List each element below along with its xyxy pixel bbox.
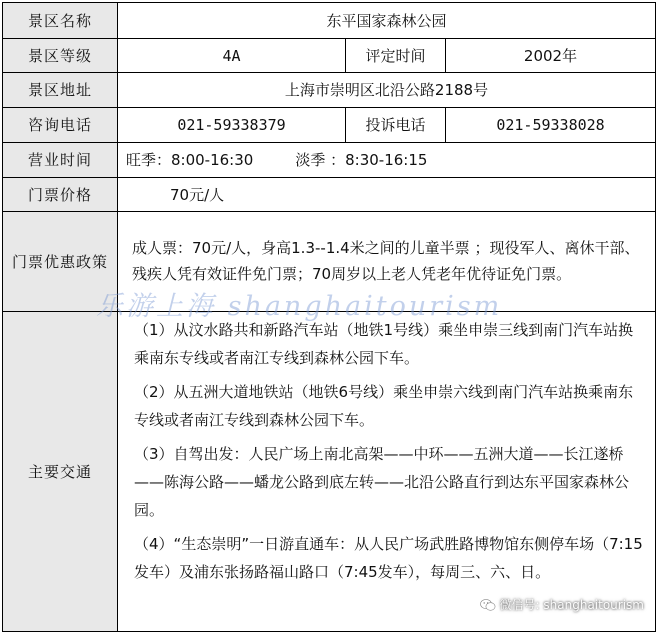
transport-item-4: （4）“生态崇明”一日游直通车：从人民广场武胜路博物馆东侧停车场（7:15发车）及浦东张扬路福山路口（7:45发车），每周三、六、日。 [134, 535, 643, 581]
row-hours [3, 143, 656, 178]
row-ticket [3, 178, 656, 212]
value-level: 4A [118, 39, 346, 73]
wechat-badge [480, 596, 644, 613]
hours-off-peak: 淡季 ：8:30-16:15 [295, 151, 428, 169]
row-name [3, 3, 656, 39]
transport-item-1: （1）从汶水路共和新路汽车站（地铁1号线）乘坐申崇三线到南门汽车站换乘南东专线或者南江专线到森林公园下车。 [134, 321, 634, 367]
wechat-id: 微信号: shanghaitourism [499, 598, 644, 612]
label-address: 景区地址 [3, 73, 118, 108]
label-transport: 主要交通 [3, 312, 118, 632]
value-policy [118, 212, 656, 312]
value-phone: 021-59338379 [118, 108, 346, 143]
value-transport [118, 312, 656, 632]
row-policy [3, 212, 656, 312]
value-complaint: 021-59338028 [446, 108, 656, 143]
label-hours: 营业时间 [3, 143, 118, 178]
row-level [3, 39, 656, 73]
value-name: 东平国家森林公园 [118, 3, 656, 39]
transport-item-3: （3）自驾出发：人民广场上南北高架——中环——五洲大道——长江遂桥——陈海公路——蟠龙公路到底左转——北沿公路直行到达东平国家森林公园。 [134, 445, 630, 519]
value-ticket: 70元/人 [118, 178, 656, 212]
label-policy: 门票优惠政策 [3, 212, 118, 312]
label-complaint: 投诉电话 [346, 108, 446, 143]
label-phone: 咨询电话 [3, 108, 118, 143]
row-phone [3, 108, 656, 143]
policy-text: 成人票：70元/人，身高1.3--1.4米之间的儿童半票 ；现役军人、离休干部、残疾人凭有效证件免门票；70周岁以上老人凭老年优待证免门票。 [132, 238, 640, 283]
row-address [3, 73, 656, 108]
watermark-text: 乐游上海 shanghaitourism [96, 291, 503, 322]
label-level: 景区等级 [3, 39, 118, 73]
scenic-info-table [2, 2, 656, 632]
label-name: 景区名称 [3, 3, 118, 39]
value-hours [118, 143, 656, 178]
row-transport [3, 312, 656, 632]
wechat-icon [480, 598, 496, 612]
value-date: 2002年 [446, 39, 656, 73]
hours-peak: 旺季：8:00-16:30 [126, 151, 254, 169]
transport-item-2: （2）从五洲大道地铁站（地铁6号线）乘坐申崇六线到南门汽车站换乘南东专线或者南江专线到森林公园下车。 [134, 383, 634, 429]
label-ticket: 门票价格 [3, 178, 118, 212]
label-date: 评定时间 [346, 39, 446, 73]
value-address: 上海市崇明区北沿公路2188号 [118, 73, 656, 108]
